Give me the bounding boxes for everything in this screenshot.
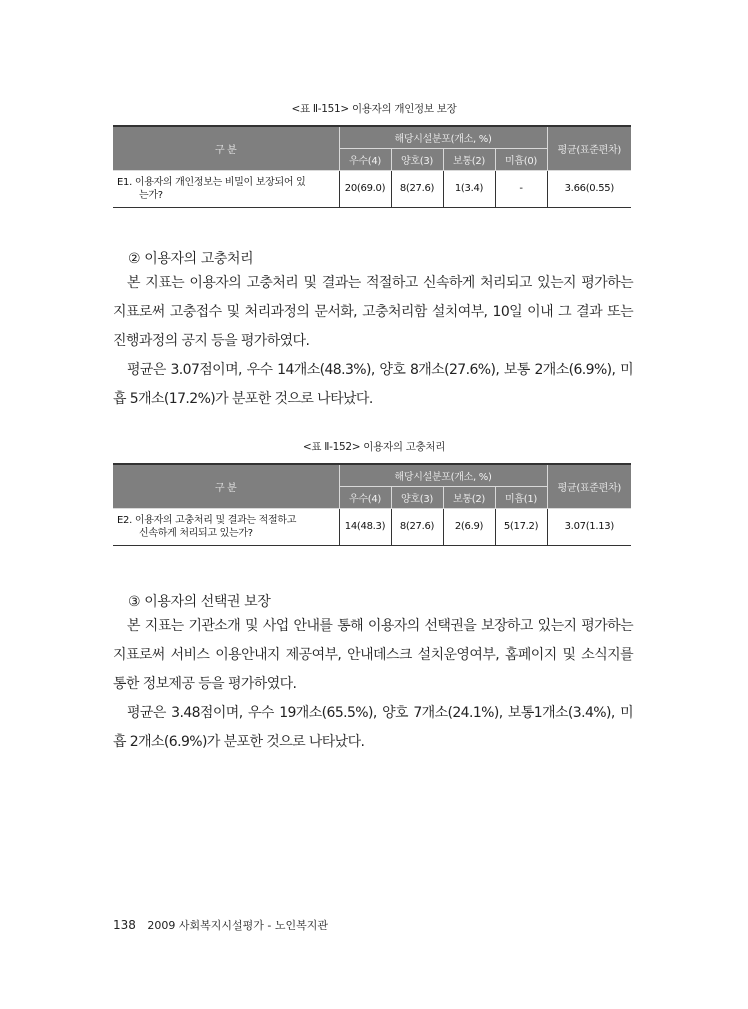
table2-item-line1: E2. 이용자의 고충처리 및 결과는 적절하고	[117, 514, 297, 526]
table1-header-avg: 평균(표준편차)	[547, 126, 631, 170]
table2-header-category: 구 분	[113, 464, 339, 508]
table1-header-category: 구 분	[113, 126, 339, 170]
table1-col-header: 보통(2)	[443, 148, 495, 170]
table1-item-line2: 는가?	[139, 189, 163, 201]
table2-header-distribution: 해당시설분포(개소, %)	[339, 464, 547, 486]
table2-col-header: 양호(3)	[391, 486, 443, 508]
section2-body	[113, 269, 633, 414]
table2-cell: 8(27.6)	[391, 508, 443, 545]
section2-heading: ② 이용자의 고충처리	[128, 251, 254, 267]
table1-caption: <표 Ⅱ-151> 이용자의 개인정보 보장	[291, 103, 457, 115]
table2-cell: 14(48.3)	[339, 508, 391, 545]
table-row	[113, 170, 631, 207]
table1-cell: -	[495, 170, 547, 207]
section2-paragraph1: 본 지표는 이용자의 고충처리 및 결과는 적절하고 신속하게 처리되고 있는지 평가하는 지표로써 고충접수 및 처리과정의 문서화, 고충처리함 설치여부, 10일 이내 그 결과 또는 진행과정의 공지 등을 평가하였다.	[113, 275, 633, 349]
table2-item-line2: 신속하게 처리되고 있는가?	[139, 527, 253, 539]
table1-header-distribution: 해당시설분포(개소, %)	[339, 126, 547, 148]
page-number: 138	[113, 918, 136, 932]
table1-cell: 1(3.4)	[443, 170, 495, 207]
table1-cell: 8(27.6)	[391, 170, 443, 207]
section3-paragraph2: 평균은 3.48점이며, 우수 19개소(65.5%), 양호 7개소(24.1%), 보통1개소(3.4%), 미흡 2개소(6.9%)가 분포한 것으로 나타났다.	[113, 705, 633, 750]
table1-avg: 3.66(0.55)	[547, 170, 631, 207]
table-row	[113, 508, 631, 545]
table2-col-header: 우수(4)	[339, 486, 391, 508]
table1-col-header: 양호(3)	[391, 148, 443, 170]
table1-col-header: 미흡(0)	[495, 148, 547, 170]
footer-title: 2009 사회복지시설평가 - 노인복지관	[147, 919, 328, 932]
section2-paragraph2: 평균은 3.07점이며, 우수 14개소(48.3%), 양호 8개소(27.6%), 보통 2개소(6.9%), 미흡 5개소(17.2%)가 분포한 것으로 나타났다.	[113, 362, 633, 407]
table2-caption: <표 Ⅱ-152> 이용자의 고충처리	[302, 441, 446, 453]
section3-heading: ③ 이용자의 선택권 보장	[128, 594, 271, 610]
page-footer	[113, 917, 328, 933]
table1-item-line1: E1. 이용자의 개인정보는 비밀이 보장되어 있	[117, 176, 306, 188]
table1-col-header: 우수(4)	[339, 148, 391, 170]
table2-cell: 2(6.9)	[443, 508, 495, 545]
table2-cell: 5(17.2)	[495, 508, 547, 545]
table2	[113, 463, 631, 546]
table2-item	[113, 508, 339, 545]
table1-item	[113, 170, 339, 207]
section3-paragraph1: 본 지표는 기관소개 및 사업 안내를 통해 이용자의 선택권을 보장하고 있는지 평가하는 지표로써 서비스 이용안내지 제공여부, 안내데스크 설치운영여부, 홈페이지 및 소식지를 통한 정보제공 등을 평가하였다.	[113, 618, 633, 692]
table2-col-header: 미흡(1)	[495, 486, 547, 508]
section3-body	[113, 612, 633, 757]
table1	[113, 125, 631, 208]
table2-col-header: 보통(2)	[443, 486, 495, 508]
table1-cell: 20(69.0)	[339, 170, 391, 207]
table2-avg: 3.07(1.13)	[547, 508, 631, 545]
table2-header-avg: 평균(표준편차)	[547, 464, 631, 508]
